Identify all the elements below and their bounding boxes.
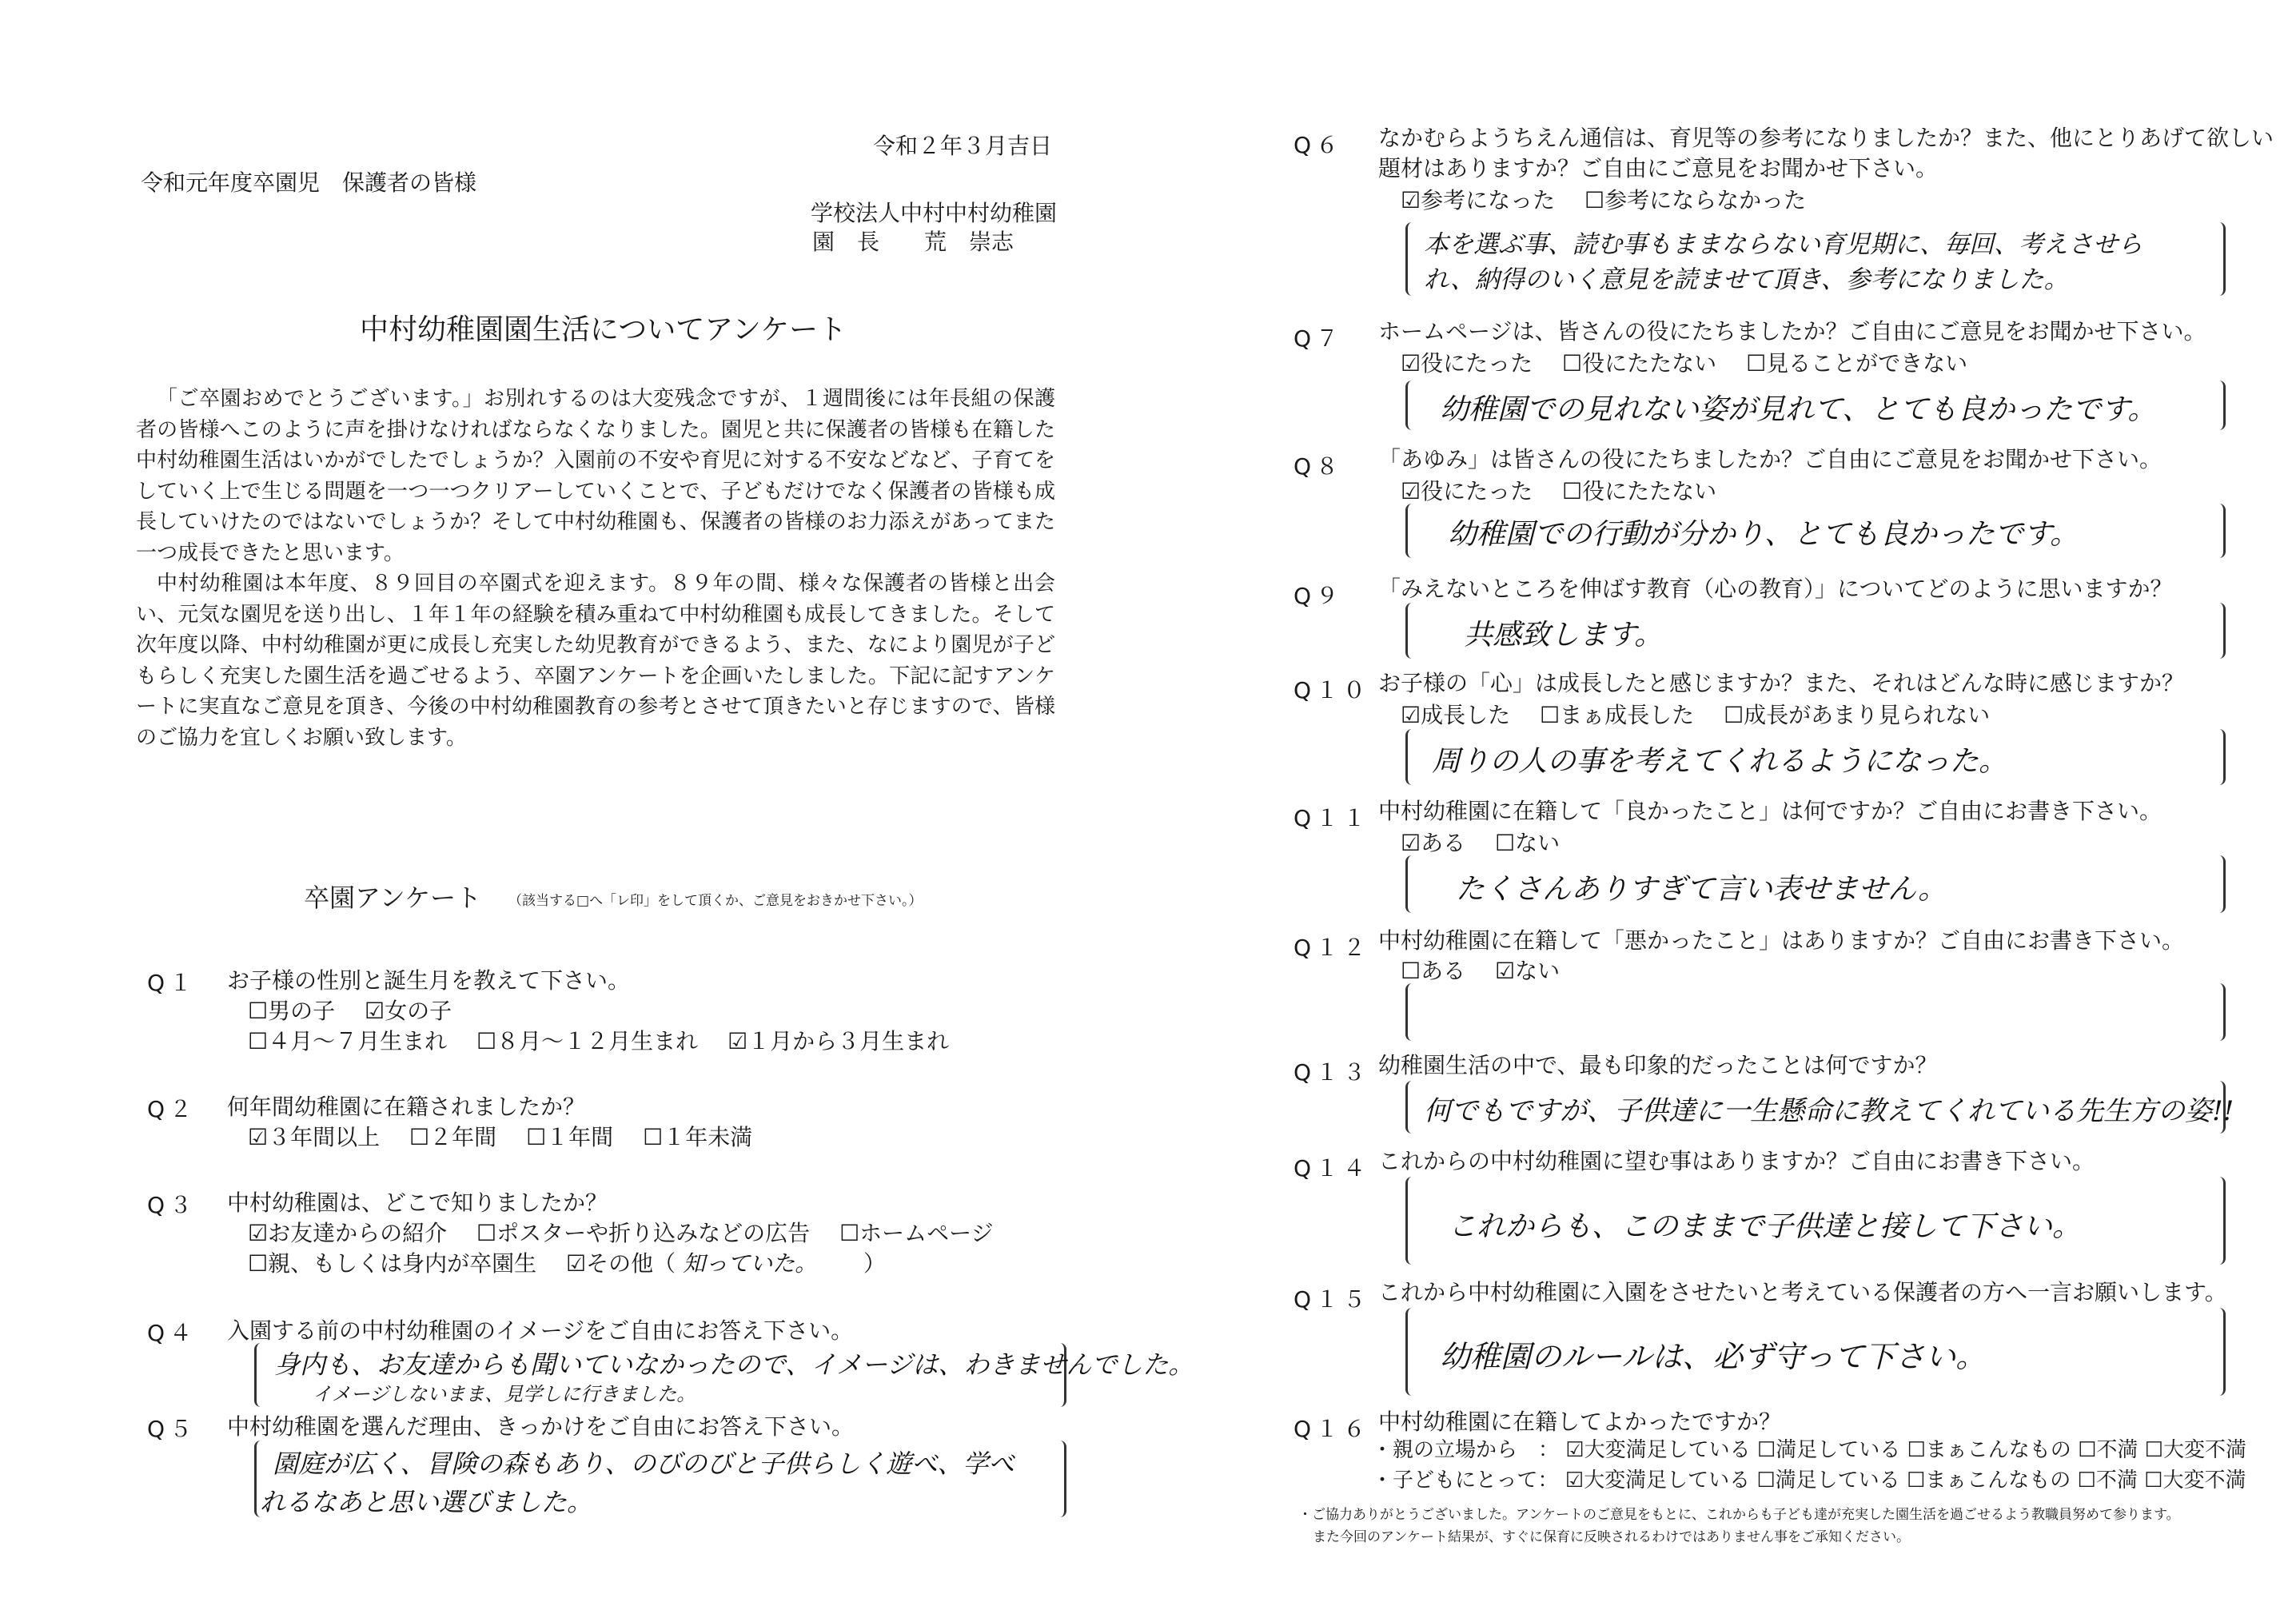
q4-answer-box [254, 1343, 1194, 1407]
q5-answer-line1: 園庭が広く、冒険の森もあり、のびのびと子供らしく遊べ、学べ [273, 1449, 1014, 1479]
q10-options [1401, 700, 1990, 731]
q16-child-satisfied[interactable]: ☐ 満足している [1756, 1469, 1899, 1492]
q3-close-paren: ） [863, 1250, 887, 1277]
q14-answer: これからも、このままで子供達と接して下さい。 [1448, 1210, 2082, 1243]
survey-heading: 卒園アンケート [304, 883, 482, 913]
q13-answer: 何でもですが、子供達に一生懸命に教えてくれている先生方の姿!! [1424, 1095, 2234, 1127]
q16-number: Q１６ [1293, 1416, 1371, 1442]
q5-text: 中村幼稚園を選んだ理由、きっかけをご自由にお答え下さい。 [227, 1413, 855, 1440]
q2-text: 何年間幼稚園に在籍されましたか？ [227, 1094, 586, 1120]
q16-child-row [1372, 1466, 2246, 1495]
q3-option-friend[interactable]: ☑ お友達からの紹介 [248, 1220, 447, 1246]
q2-number: Q２ [147, 1096, 197, 1122]
q6-answer-line2: れ、納得のいく意見を読ませて頂き、参考になりました。 [1424, 265, 2069, 294]
intro-paragraph-1: 「ご卒園おめでとうございます。」お別れするのは大変残念ですが、１週間後には年長組の保護者の皆様へこのように声を掛けなければならなくなりました。園児と共に保護者の皆様も在籍した中村幼稚園生活はいかがでしたでしょうか？入園前の不安や育児に対する不安などなど、子育てをしていく上で生じる問題を一つ一つクリアーしていくことで、子どもだけでなく保護者の皆様も成長していけたのではないでしょうか？そして中村幼稚園も、保護者の皆様のお力添えがあってまた一つ成長できたと思います。 [136, 387, 1055, 565]
q7-options [1401, 349, 1967, 379]
q6-text-line1: なかむらようちえん通信は、育児等の参考になりましたか？また、他にとりあげて欲しい [1378, 125, 2274, 151]
q10-answer: 周りの人の事を考えてくれるようになった。 [1432, 745, 2008, 778]
q6-option-not-helpful[interactable]: ☐ 参考にならなかった [1584, 187, 1806, 213]
q11-answer: たくさんありすぎて言い表せません。 [1456, 873, 1947, 906]
q8-text: 「あゆみ」は皆さんの役にたちましたか？ご自由にご意見をお聞かせ下さい。 [1378, 446, 2162, 472]
q13-text: 幼稚園生活の中で、最も印象的だったことは何ですか？ [1378, 1052, 1938, 1078]
q7-option-cannot-view[interactable]: ☐ 見ることができない [1746, 350, 1967, 377]
principal: 園 長 荒 崇志 [812, 229, 1014, 255]
q7-text: ホームページは、皆さんの役にたちましたか？ご自由にご意見をお聞かせ下さい。 [1378, 318, 2206, 345]
q4-number: Q４ [147, 1320, 197, 1346]
q8-number: Q８ [1293, 453, 1344, 480]
q1-number: Q１ [147, 970, 197, 996]
q10-option-somewhat[interactable]: ☐ まぁ成長した [1540, 702, 1694, 728]
q14-text: これからの中村幼稚園に望む事はありますか？ご自由にお書き下さい。 [1378, 1148, 2095, 1174]
q1-month-options [248, 1026, 949, 1057]
q2-option-1y[interactable]: ☐ １年間 [526, 1124, 613, 1150]
intro-paragraph-2: 中村幼稚園は本年度、８９回目の卒園式を迎えます。８９年の間、様々な保護者の皆様と出会い、元気な園児を送り出し、１年１年の経験を積み重ねて中村幼稚園も成長してきました。そして次年度以降、中村幼稚園が更に成長し充実した幼児教育ができるよう、また、なにより園児が子どもらしく充実した園生活を過ごせるよう、卒園アンケートを企画いたしました。下記に記すアンケートに実直なご意見を頂き、今後の中村幼稚園教育の参考とさせて頂きたいと存じますので、皆様のご協力を宜しくお願い致します。 [136, 572, 1055, 750]
q3-option-other[interactable]: ☑ その他（ [566, 1250, 676, 1277]
q11-text: 中村幼稚園に在籍して「良かったこと」は何ですか？ご自由にお書き下さい。 [1378, 798, 2162, 824]
q8-answer: 幼稚園での行動が分かり、とても良かったです。 [1448, 518, 2079, 551]
q5-answer-line2: れるなあと思い選びました。 [260, 1487, 593, 1517]
q13-number: Q１３ [1293, 1059, 1371, 1086]
q16-parent-label: ・親の立場から ： [1372, 1438, 1560, 1462]
q3-option-alumni[interactable]: ☐ 親、もしくは身内が卒園生 [248, 1250, 536, 1277]
q2-option-2y[interactable]: ☐ ２年間 [409, 1124, 496, 1150]
q16-child-so-so[interactable]: ☐ まぁこんなもの [1907, 1469, 2071, 1492]
q6-answer-box [1405, 222, 2226, 296]
q13-answer-box [1405, 1081, 2234, 1134]
q9-number: Q９ [1293, 583, 1344, 609]
q16-child-label: ・子どもにとって： [1372, 1469, 1559, 1492]
q1-option-boy[interactable]: ☐ 男の子 [248, 998, 335, 1024]
q10-option-little[interactable]: ☐ 成長があまり見られない [1724, 702, 1990, 728]
q12-number: Q１２ [1293, 935, 1371, 961]
date: 令和２年３月吉日 [873, 133, 1053, 159]
q15-answer-box [1405, 1308, 2226, 1396]
q7-answer: 幼稚園での見れない姿が見れて、とても良かったです。 [1440, 393, 2157, 426]
q8-option-useful[interactable]: ☑ 役にたった [1401, 478, 1533, 504]
q3-options-row2 [248, 1249, 817, 1279]
q10-answer-box [1405, 729, 2226, 785]
q1-sex-options [248, 996, 452, 1026]
right-page [1148, 0, 2296, 1618]
q5-number: Q５ [147, 1416, 197, 1442]
q15-number: Q１５ [1293, 1286, 1371, 1313]
q7-option-not-useful[interactable]: ☐ 役にたたない [1562, 350, 1716, 377]
q1-text: お子様の性別と誕生月を教えて下さい。 [227, 967, 631, 994]
q8-options [1401, 476, 1716, 507]
q12-text: 中村幼稚園に在籍して「悪かったこと」はありますか？ご自由にお書き下さい。 [1378, 927, 2185, 954]
q3-text: 中村幼稚園は、どこで知りましたか？ [227, 1190, 608, 1216]
q3-other-answer: 知っていた。 [683, 1250, 818, 1277]
q7-answer-box [1405, 381, 2226, 430]
q4-answer-line2: イメージしないまま、見学しに行きました。 [313, 1383, 696, 1405]
footer-note-1: ・ご協力ありがとうございました。アンケートのご意見をもとに、これからも子ども達が充実した園生活を過ごせるよう教職員努めて参ります。 [1298, 1507, 2180, 1523]
q16-parent-dissatisfied[interactable]: ☐ 不満 [2078, 1438, 2138, 1462]
q8-answer-box [1405, 504, 2226, 558]
q7-number: Q７ [1293, 325, 1344, 352]
q9-text: 「みえないところを伸ばす教育（心の教育）」についてどのように思いますか？ [1378, 576, 2173, 602]
q7-option-useful[interactable]: ☑ 役にたった [1401, 350, 1533, 377]
q9-answer: 共感致します。 [1464, 619, 1664, 652]
q11-option-yes[interactable]: ☑ ある [1401, 830, 1465, 856]
q14-number: Q１４ [1293, 1155, 1371, 1182]
q2-option-3y[interactable]: ☑ ３年間以上 [248, 1124, 380, 1150]
q3-option-homepage[interactable]: ☐ ホームページ [839, 1220, 994, 1246]
q4-text: 入園する前の中村幼稚園のイメージをご自由にお答え下さい。 [227, 1317, 854, 1344]
q1-option-jan-mar[interactable]: ☑ １月から３月生まれ [727, 1028, 949, 1054]
q16-text: 中村幼稚園に在籍してよかったですか？ [1378, 1409, 1782, 1435]
q6-text-line2: 題材はありますか？ご自由にご意見をお聞かせ下さい。 [1378, 155, 1939, 181]
q12-options [1401, 956, 1560, 986]
q16-parent-very-satisfied[interactable]: ☑ 大変満足している [1565, 1438, 1750, 1462]
q16-child-very-dissatisfied[interactable]: ☐ 大変不満 [2144, 1469, 2246, 1492]
q16-parent-very-dissatisfied[interactable]: ☐ 大変不満 [2145, 1438, 2246, 1462]
q12-answer-box [1405, 983, 2226, 1041]
organization: 学校法人中村中村幼稚園 [811, 200, 1058, 226]
q1-option-aug-dec[interactable]: ☐ ８月～１２月生まれ [476, 1028, 698, 1054]
q1-option-apr-jul[interactable]: ☐ ４月～７月生まれ [248, 1028, 447, 1054]
q16-child-dissatisfied[interactable]: ☐ 不満 [2078, 1469, 2138, 1492]
q16-child-very-satisfied[interactable]: ☑ 大変満足している [1565, 1469, 1750, 1492]
page-title: 中村幼稚園園生活についてアンケート [360, 313, 847, 346]
q15-text: これから中村幼稚園に入園をさせたいと考えている保護者の方へ一言お願いします。 [1378, 1279, 2227, 1305]
q15-answer: 幼稚園のルールは、必ず守って下さい。 [1440, 1339, 1987, 1374]
q3-option-poster[interactable]: ☐ ポスターや折り込みなどの広告 [476, 1220, 810, 1246]
footer-note-2: また今回のアンケート結果が、すぐに保育に反映されるわけではありません事をご承知ください。 [1313, 1529, 1910, 1545]
q8-option-not-useful[interactable]: ☐ 役にたたない [1562, 478, 1716, 504]
q11-number: Q１１ [1293, 805, 1371, 831]
q6-number: Q６ [1293, 132, 1344, 158]
q12-option-no[interactable]: ☑ ない [1495, 958, 1560, 984]
q16-parent-satisfied[interactable]: ☐ 満足している [1757, 1438, 1900, 1462]
q11-option-no[interactable]: ☐ ない [1495, 830, 1560, 856]
q16-parent-so-so[interactable]: ☐ まぁこんなもの [1907, 1438, 2071, 1462]
recipient: 令和元年度卒園児 保護者の皆様 [141, 169, 477, 196]
q3-number: Q３ [147, 1192, 197, 1218]
q10-number: Q１０ [1293, 677, 1371, 703]
survey-instruction: （該当する□へ「レ印」をして頂くか、ご意見をおきかせ下さい。） [508, 893, 923, 909]
q10-option-grew[interactable]: ☑ 成長した [1401, 702, 1510, 728]
q14-answer-box [1405, 1177, 2226, 1265]
q10-text: お子様の「心」は成長したと感じますか？また、それはどんな時に感じますか？ [1378, 670, 2185, 696]
q6-option-helpful[interactable]: ☑ 参考になった [1401, 187, 1555, 213]
q2-options [248, 1122, 752, 1153]
q9-answer-box [1405, 603, 2226, 659]
q2-option-less1y[interactable]: ☐ １年未満 [643, 1124, 752, 1150]
q16-parent-row [1372, 1436, 2246, 1465]
q6-answer-line1: 本を選ぶ事、読む事もままならない育児期に、毎回、考えさせら [1424, 230, 2143, 259]
q3-options-row1 [248, 1218, 994, 1249]
q12-option-yes[interactable]: ☐ ある [1401, 958, 1465, 984]
q4-answer-line1: 身内も、お友達からも聞いていなかったので、イメージは、わきませんでした。 [274, 1349, 1194, 1380]
q5-answer-box [254, 1441, 1066, 1517]
q11-answer-box [1405, 855, 2226, 913]
q11-options [1401, 828, 1560, 859]
q1-option-girl[interactable]: ☑ 女の子 [365, 998, 452, 1024]
intro-text [136, 384, 1055, 753]
q6-options [1401, 185, 1806, 216]
